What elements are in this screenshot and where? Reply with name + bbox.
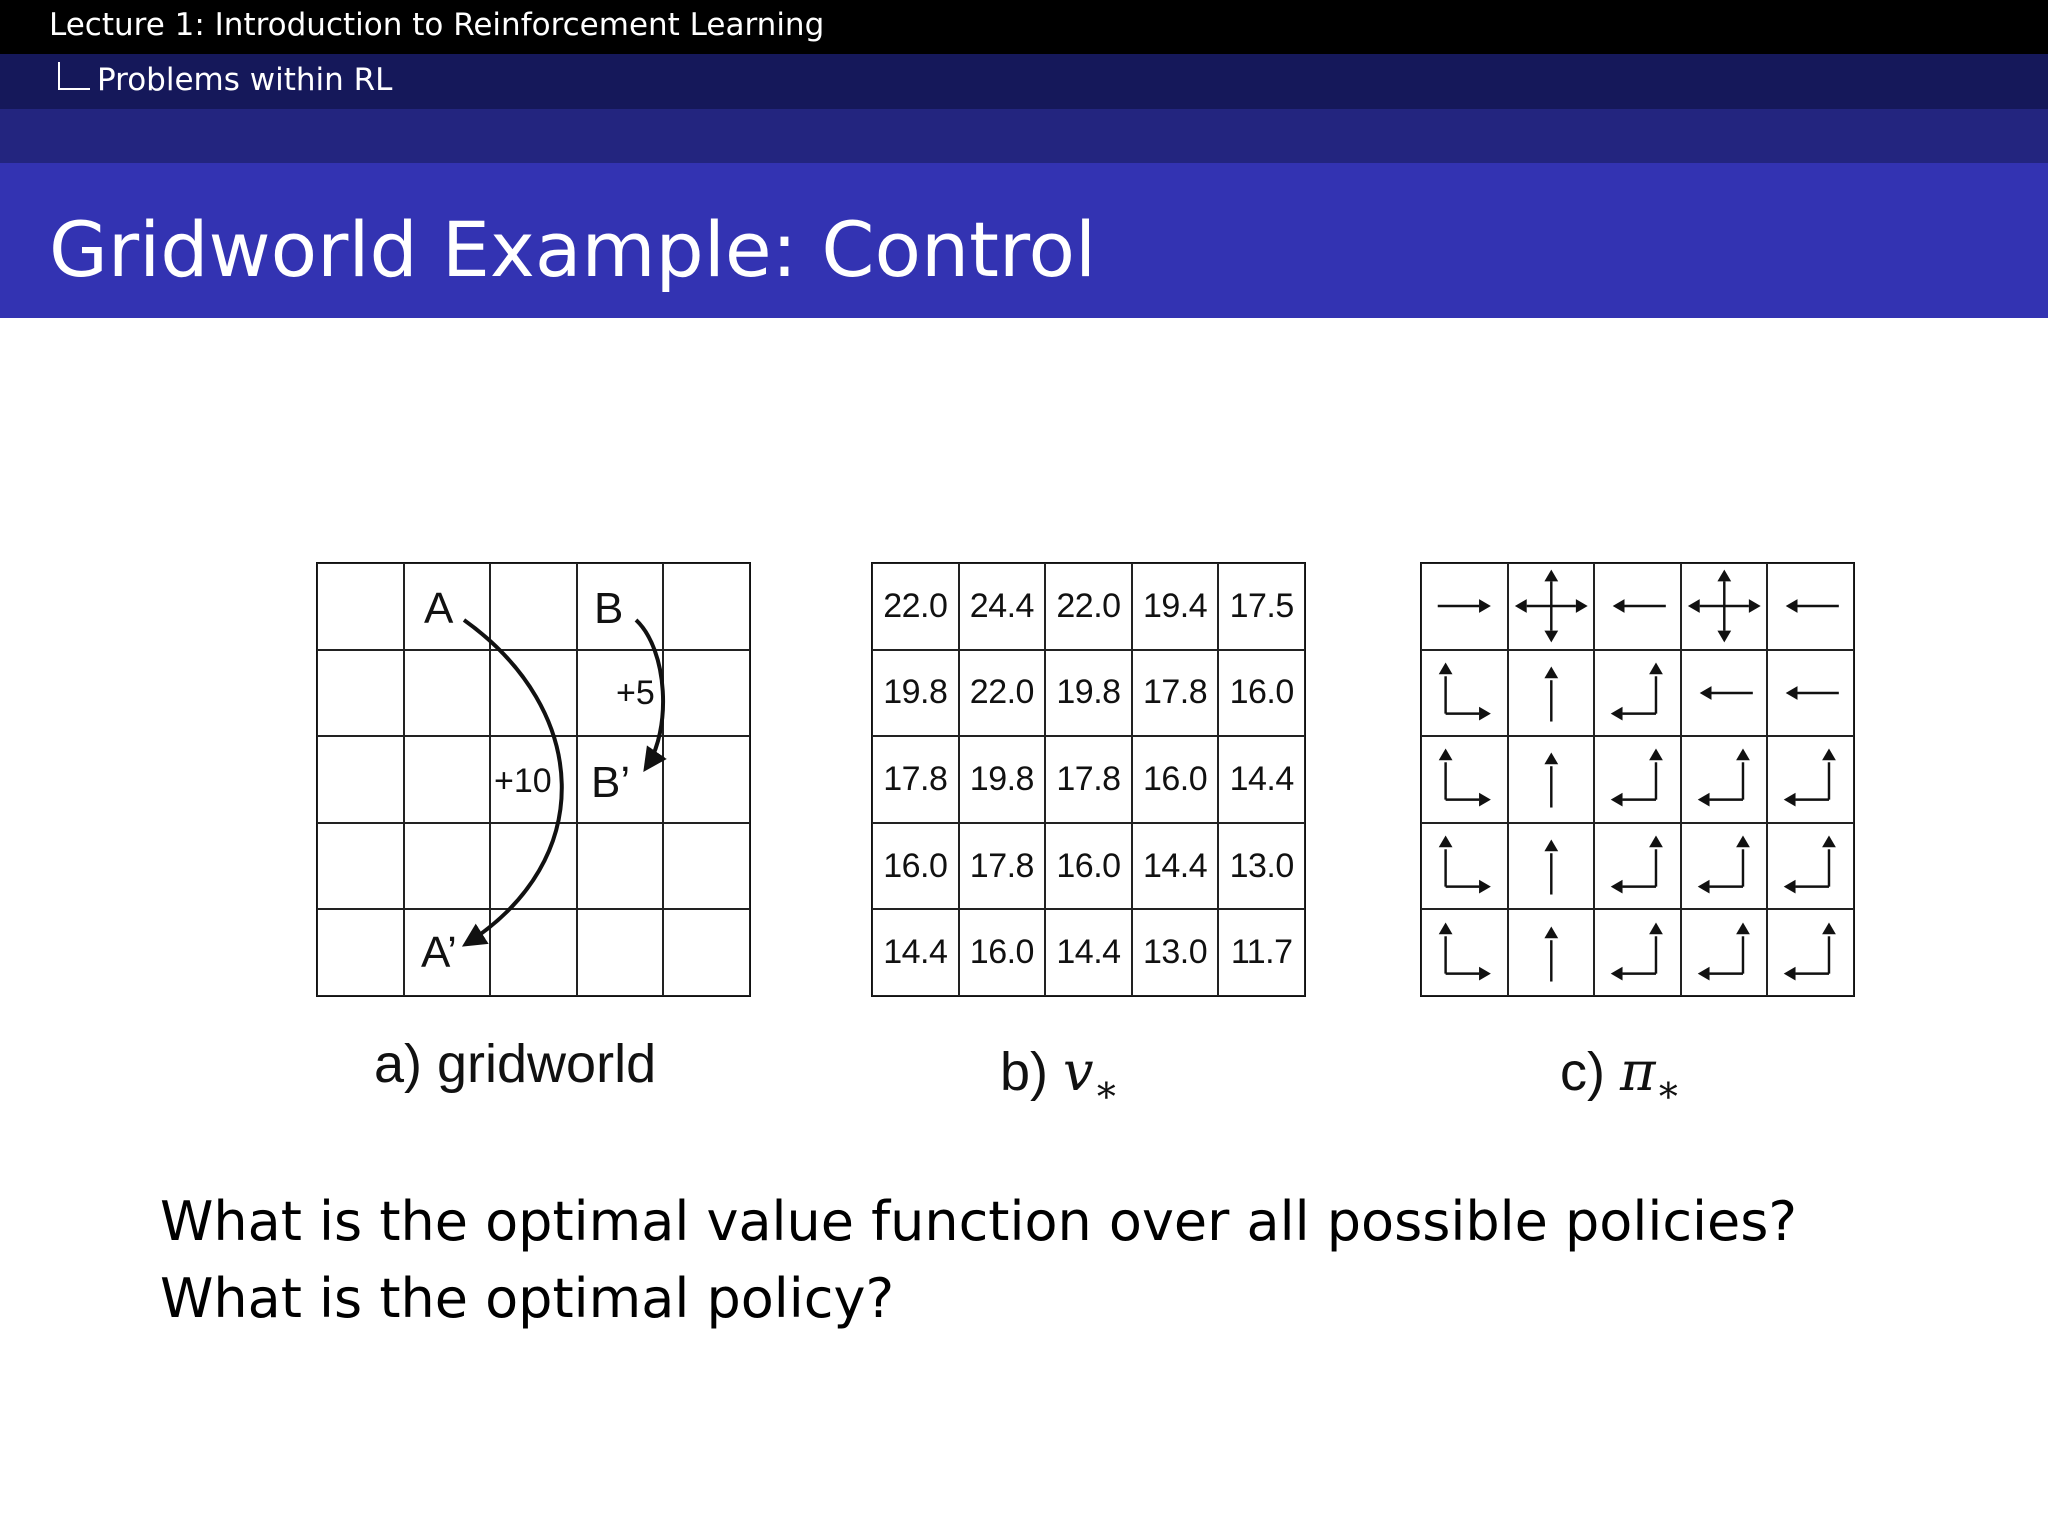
value-cell: 19.8 (872, 650, 959, 737)
up-right-arrow-icon (1422, 910, 1507, 996)
value-function-grid (871, 562, 1306, 997)
up-arrow-icon (1509, 650, 1594, 736)
up-right-arrow-icon (1422, 823, 1507, 909)
policy-cell (1681, 823, 1768, 910)
gridworld-cell (490, 909, 577, 996)
gridworld-cell (663, 563, 750, 650)
policy-cell (1508, 909, 1595, 996)
policy-cell (1681, 909, 1768, 996)
all-directions-icon (1682, 563, 1767, 649)
gridworld-cell (577, 909, 664, 996)
state-a-prime-label: A’ (421, 928, 457, 977)
value-cell: 17.8 (1132, 650, 1219, 737)
gridworld-cell (490, 563, 577, 650)
gridworld-cell (317, 909, 404, 996)
value-cell: 13.0 (1132, 909, 1219, 996)
state-b-label: B (594, 584, 624, 633)
right-arrow-icon (1422, 563, 1507, 649)
policy-cell (1594, 823, 1681, 910)
policy-cell (1681, 650, 1768, 737)
up-left-arrow-icon (1768, 910, 1853, 996)
gridworld-cell (317, 736, 404, 823)
value-cell: 14.4 (1218, 736, 1305, 823)
policy-cell (1767, 563, 1854, 650)
gridworld-cell (317, 650, 404, 737)
up-left-arrow-icon (1682, 823, 1767, 909)
gridworld-cell (404, 650, 491, 737)
up-right-arrow-icon (1422, 736, 1507, 822)
gridworld-caption: a) gridworld (374, 1034, 657, 1094)
value-symbol (1063, 1040, 1120, 1111)
up-left-arrow-icon (1768, 823, 1853, 909)
reward-a-label: +10 (494, 762, 552, 800)
up-arrow-icon (1509, 823, 1594, 909)
policy-caption (1560, 1040, 1681, 1111)
value-cell: 22.0 (959, 650, 1046, 737)
value-cell: 14.4 (872, 909, 959, 996)
reward-b-label: +5 (616, 674, 655, 712)
value-cell: 14.4 (1132, 823, 1219, 910)
value-cell: 22.0 (1045, 563, 1132, 650)
up-left-arrow-icon (1595, 823, 1680, 909)
value-cell: 19.8 (1045, 650, 1132, 737)
value-cell: 17.5 (1218, 563, 1305, 650)
policy-cell (1767, 823, 1854, 910)
policy-cell (1681, 563, 1768, 650)
gridworld-cell (317, 563, 404, 650)
policy-cell (1767, 909, 1854, 996)
value-cell: 13.0 (1218, 823, 1305, 910)
slide-title-bar (0, 163, 2048, 318)
policy-cell (1508, 563, 1595, 650)
policy-cell (1767, 736, 1854, 823)
left-arrow-icon (1595, 563, 1680, 649)
question-optimal-policy: What is the optimal policy? (160, 1267, 895, 1330)
section-header (0, 54, 2048, 109)
header-band (0, 109, 2048, 163)
up-right-arrow-icon (1422, 650, 1507, 736)
policy-cell (1594, 909, 1681, 996)
value-cell: 14.4 (1045, 909, 1132, 996)
policy-symbol (1620, 1040, 1682, 1111)
up-arrow-icon (1509, 736, 1594, 822)
policy-cell (1508, 650, 1595, 737)
value-cell: 16.0 (1218, 650, 1305, 737)
question-value-function: What is the optimal value function over all possible policies? (160, 1190, 1798, 1253)
value-cell: 16.0 (1132, 736, 1219, 823)
gridworld-cell (490, 823, 577, 910)
policy-cell (1508, 823, 1595, 910)
state-a-label: A (424, 584, 454, 633)
value-cell: 22.0 (872, 563, 959, 650)
lecture-header (0, 0, 2048, 54)
value-caption-prefix: b) (1000, 1042, 1049, 1102)
left-arrow-icon (1768, 563, 1853, 649)
up-left-arrow-icon (1682, 736, 1767, 822)
policy-symbol-letter: π (1620, 1040, 1656, 1103)
gridworld-cell (663, 736, 750, 823)
value-cell: 24.4 (959, 563, 1046, 650)
policy-cell (1508, 736, 1595, 823)
value-symbol-subscript: ∗ (1093, 1066, 1120, 1111)
tree-connector-icon (58, 62, 90, 90)
policy-grid (1420, 562, 1855, 997)
left-arrow-icon (1682, 650, 1767, 736)
up-left-arrow-icon (1682, 910, 1767, 996)
value-function-caption (1000, 1040, 1119, 1111)
value-cell: 17.8 (872, 736, 959, 823)
up-left-arrow-icon (1768, 736, 1853, 822)
policy-cell (1767, 650, 1854, 737)
state-b-prime-label: B’ (591, 758, 631, 807)
value-cell: 16.0 (1045, 823, 1132, 910)
gridworld-cell (404, 736, 491, 823)
policy-cell (1681, 736, 1768, 823)
value-cell: 11.7 (1218, 909, 1305, 996)
policy-cell (1421, 650, 1508, 737)
gridworld-cell (663, 823, 750, 910)
gridworld-cell (317, 823, 404, 910)
gridworld-cell (663, 650, 750, 737)
slide-title: Gridworld Example: Control (49, 205, 1097, 294)
value-symbol-letter: v (1063, 1040, 1094, 1103)
value-cell: 17.8 (959, 823, 1046, 910)
left-arrow-icon (1768, 650, 1853, 736)
gridworld-cell (577, 823, 664, 910)
policy-cell (1421, 909, 1508, 996)
policy-cell (1594, 650, 1681, 737)
section-title: Problems within RL (97, 62, 393, 98)
policy-caption-prefix: c) (1560, 1042, 1605, 1102)
policy-cell (1594, 736, 1681, 823)
gridworld-cell (404, 823, 491, 910)
value-cell: 19.8 (959, 736, 1046, 823)
policy-cell (1421, 563, 1508, 650)
gridworld-cell (663, 909, 750, 996)
up-left-arrow-icon (1595, 910, 1680, 996)
policy-symbol-subscript: ∗ (1655, 1066, 1682, 1111)
policy-cell (1421, 823, 1508, 910)
value-cell: 16.0 (959, 909, 1046, 996)
policy-cell (1421, 736, 1508, 823)
gridworld-cell (490, 650, 577, 737)
value-cell: 17.8 (1045, 736, 1132, 823)
up-left-arrow-icon (1595, 650, 1680, 736)
up-arrow-icon (1509, 910, 1594, 996)
all-directions-icon (1509, 563, 1594, 649)
lecture-title: Lecture 1: Introduction to Reinforcement Learning (49, 7, 825, 43)
value-cell: 16.0 (872, 823, 959, 910)
value-cell: 19.4 (1132, 563, 1219, 650)
up-left-arrow-icon (1595, 736, 1680, 822)
policy-cell (1594, 563, 1681, 650)
